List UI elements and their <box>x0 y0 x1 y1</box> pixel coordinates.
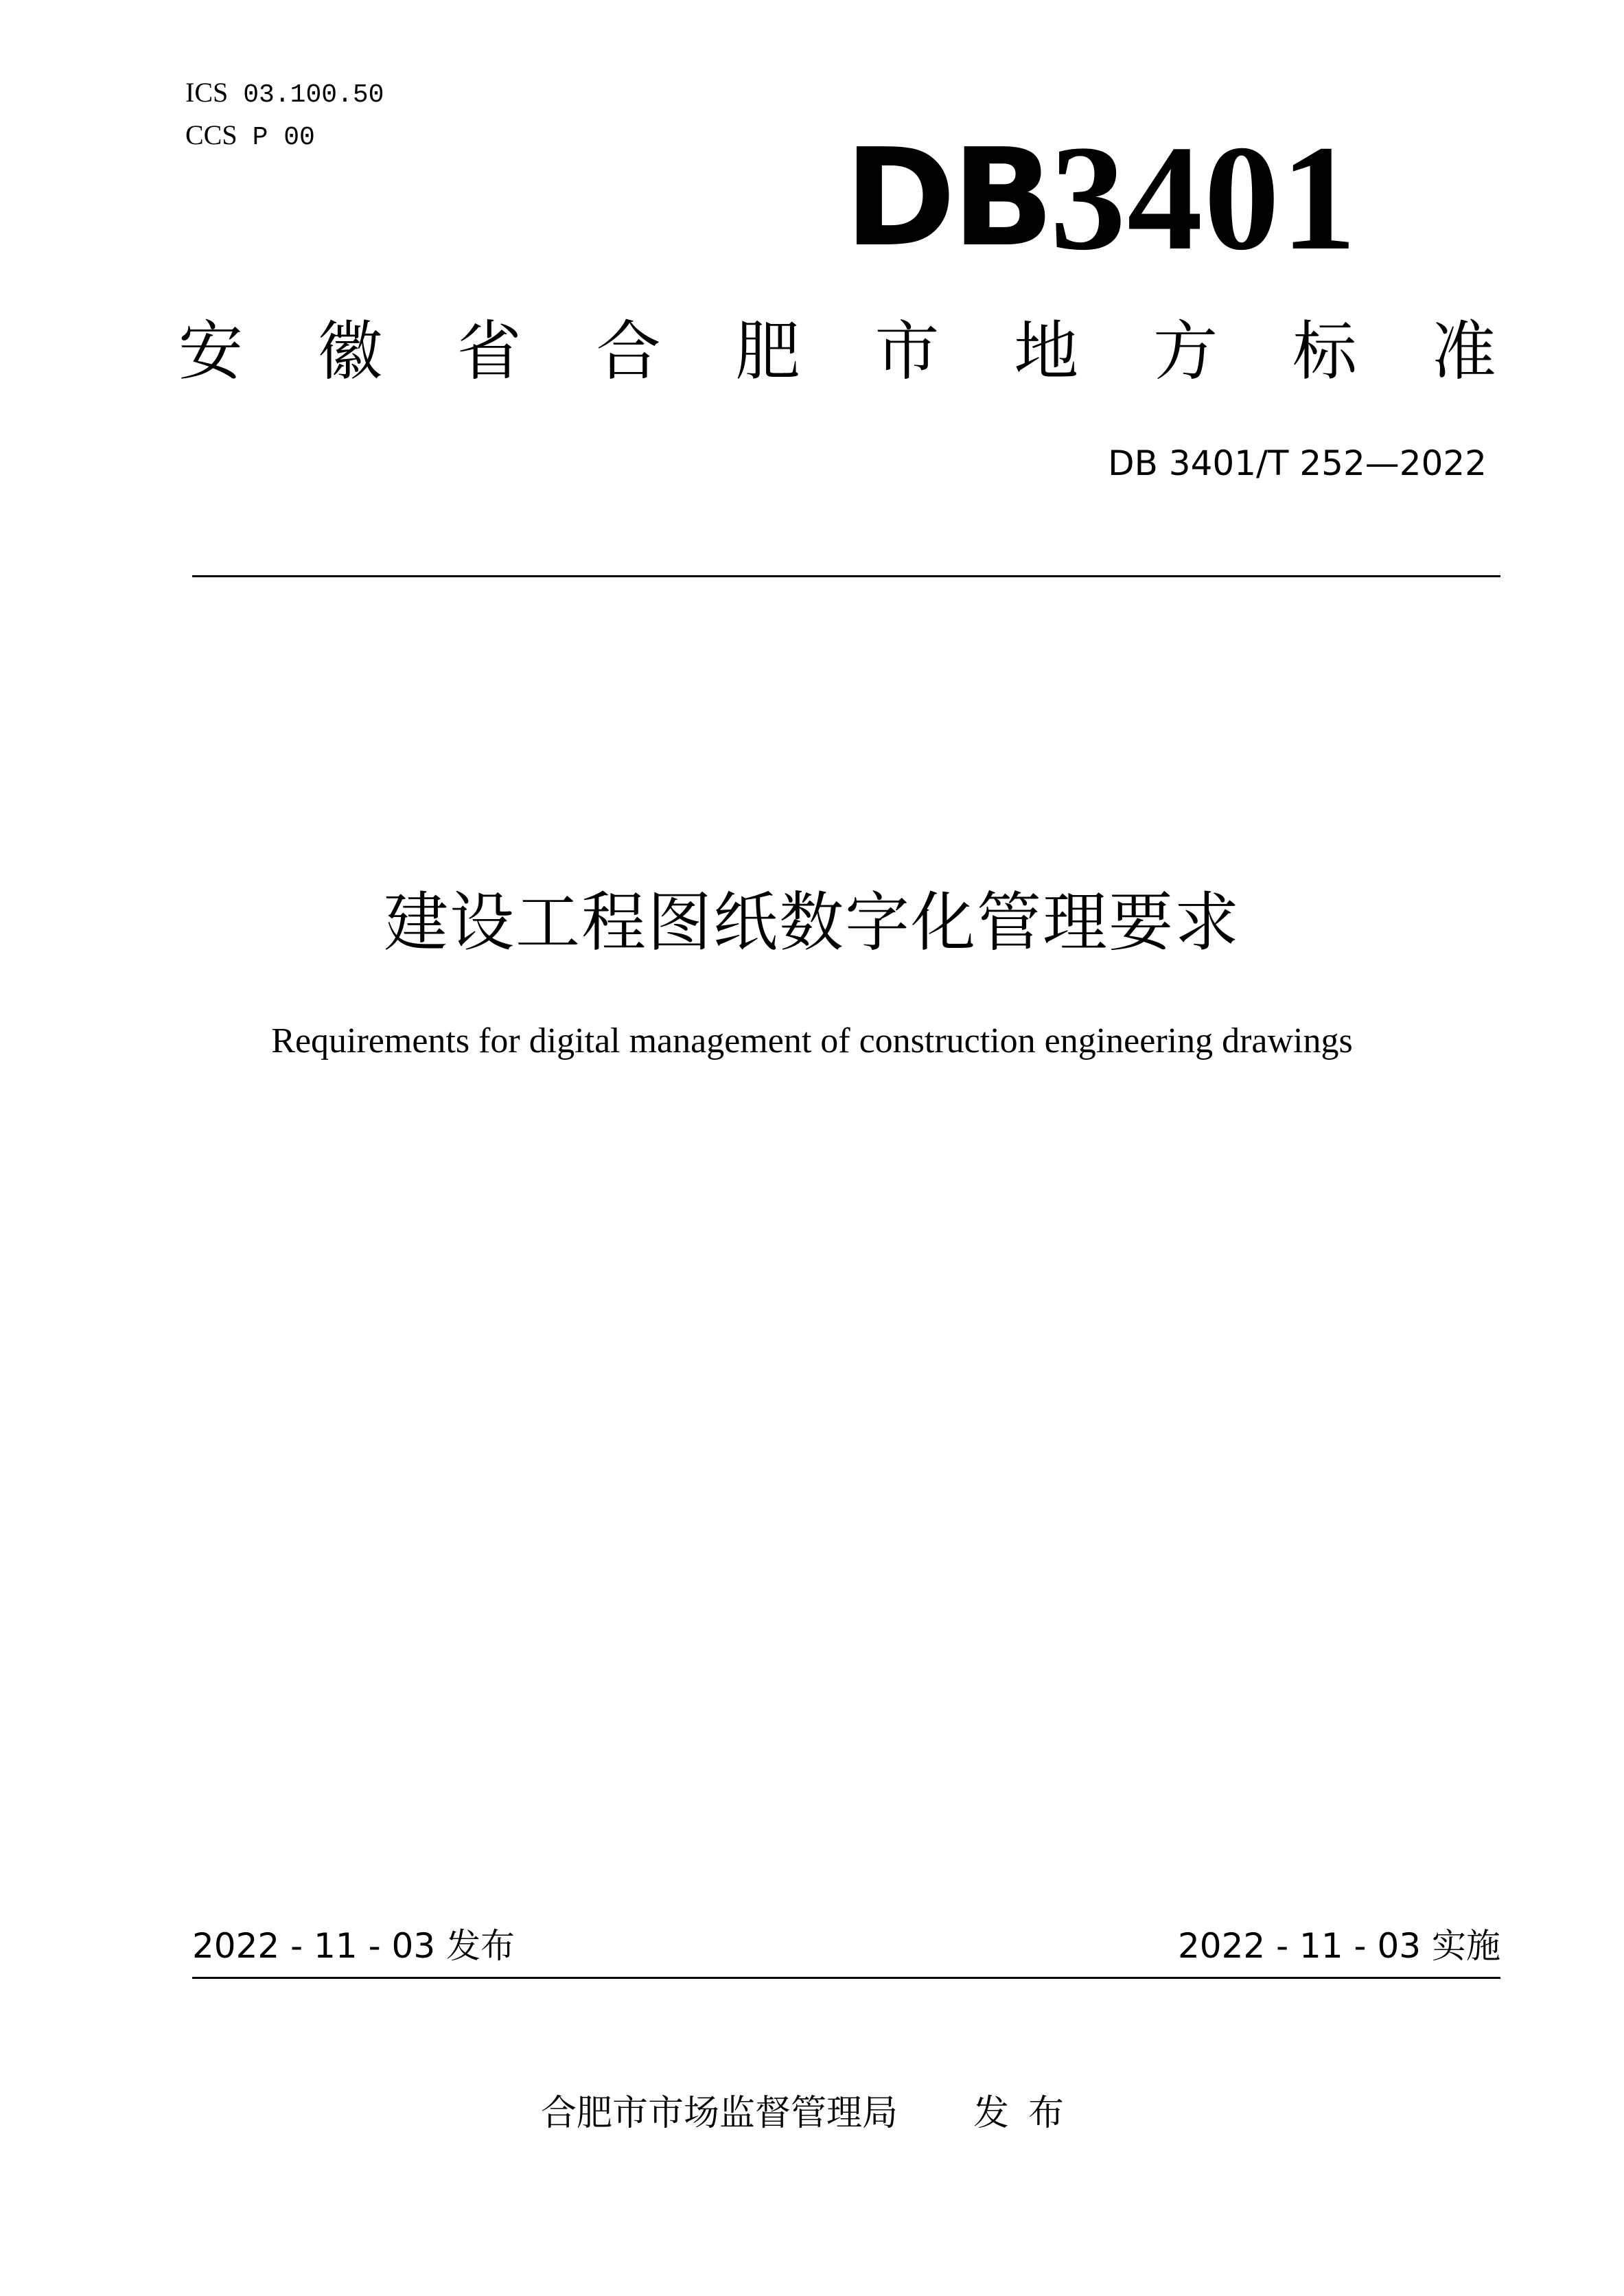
standard-type-char: 合 <box>596 314 661 389</box>
standard-number: DB 3401/T 252—2022 <box>1108 443 1487 483</box>
standard-type-char: 方 <box>1153 314 1218 389</box>
standard-type-char: 准 <box>1431 314 1496 389</box>
publisher-name: 合肥市市场监督管理局 <box>540 2093 898 2134</box>
ics-label: ICS <box>185 77 229 108</box>
db-standard-mark <box>844 114 1366 281</box>
standard-type-heading <box>178 308 1496 397</box>
implementation-date: 2022 - 11 - 03 实施 <box>1177 1926 1500 1966</box>
ccs-value: P 00 <box>252 123 315 152</box>
standard-type-char: 标 <box>1292 314 1358 389</box>
issue-date: 2022 - 11 - 03 发布 <box>192 1926 515 1966</box>
standard-type-char: 肥 <box>735 314 800 389</box>
document-title-en: Requirements for digital management of construction engineering drawings <box>271 1021 1353 1060</box>
standard-type-char: 市 <box>874 314 940 389</box>
ics-value: 03.100.50 <box>243 80 384 110</box>
standard-type-char: 地 <box>1014 314 1079 389</box>
footer-divider <box>192 1977 1500 1979</box>
standard-type-char: 安 <box>178 314 244 389</box>
ccs-code <box>185 118 315 155</box>
standard-type-char: 省 <box>456 314 522 389</box>
header-divider <box>192 575 1500 577</box>
publisher-action: 发布 <box>973 2093 1084 2134</box>
ccs-label: CCS <box>185 119 237 150</box>
ics-code <box>185 76 384 113</box>
db-mark-code: 3401 <box>1050 114 1358 281</box>
db-mark-prefix: DB <box>844 120 1051 277</box>
standard-type-char: 徽 <box>317 314 382 389</box>
document-title-zh: 建设工程图纸数字化管理要求 <box>383 885 1240 960</box>
publisher-line <box>0 2089 1624 2137</box>
